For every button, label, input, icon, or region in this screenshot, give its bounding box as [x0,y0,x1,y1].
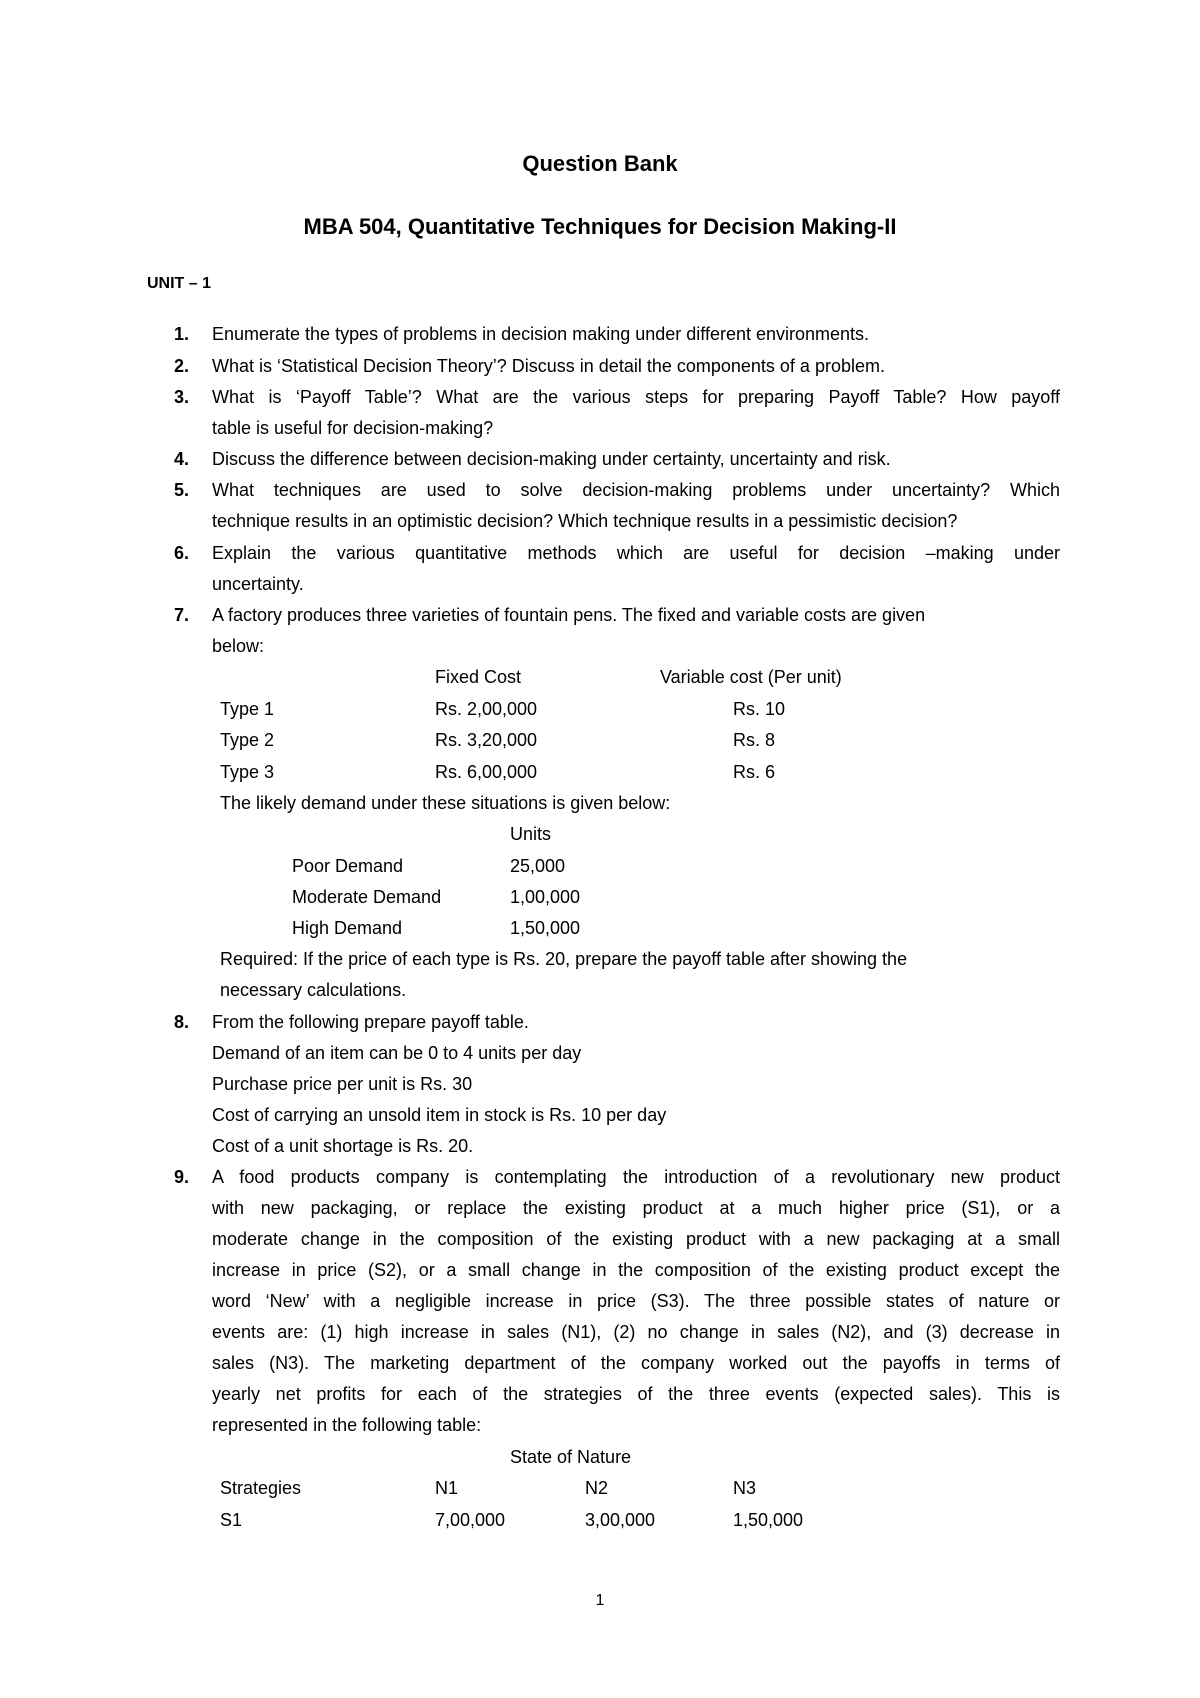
table-header: Variable cost (Per unit) [660,667,842,687]
question-number: 6. [174,543,190,563]
question-number: 3. [174,387,190,407]
question-text: Explain the various quantitative methods which are useful for decision –making under uncertainty. [212,543,1060,594]
table-cell: Rs. 6,00,000 [435,762,538,782]
table-cell: Rs. 3,20,000 [435,730,538,750]
table-cell: 1,50,000 [510,918,581,938]
table-cell: 1,00,000 [510,887,581,907]
table-cell: 7,00,000 [435,1510,506,1530]
page-number: 1 [595,1592,605,1609]
question-text: Discuss the difference between decision-making under certainty, uncertainty and risk. [212,449,891,469]
table-header: N1 [435,1478,459,1498]
detail-line: Cost of a unit shortage is Rs. 20. [212,1136,474,1156]
table-cell: Rs. 10 [733,699,786,719]
table-cell: High Demand [292,918,403,938]
table-cell: Moderate Demand [292,887,442,907]
question-text: below: [212,636,265,656]
detail-line: Demand of an item can be 0 to 4 units per day [212,1043,582,1063]
table-cell: Poor Demand [292,856,404,876]
table-header: Strategies [220,1478,302,1498]
detail-line: Cost of carrying an unsold item in stock is Rs. 10 per day [212,1105,667,1125]
table-header: N3 [733,1478,757,1498]
question-number: 8. [174,1012,190,1032]
question-text: What is ‘Statistical Decision Theory’? Discuss in detail the components of a problem. [212,356,885,376]
question-text: What techniques are used to solve decision-making problems under uncertainty? Which technique results in an optimistic decision? Which technique results in a pessimistic decision? [212,480,1060,531]
question-number: 5. [174,480,190,500]
question-number: 7. [174,605,190,625]
page-title: Question Bank [522,151,678,176]
table-header: Fixed Cost [435,667,522,687]
question-number: 9. [174,1167,190,1187]
table-cell: Rs. 2,00,000 [435,699,538,719]
question-number: 1. [174,324,190,344]
question-text: A factory produces three varieties of fountain pens. The fixed and variable costs are given [212,605,926,625]
table-header: Units [510,824,552,844]
question-text: From the following prepare payoff table. [212,1012,529,1032]
question-text: Enumerate the types of problems in decision making under different environments. [212,324,870,344]
table-cell: 1,50,000 [733,1510,804,1530]
question-text: A food products company is contemplating the introduction of a revolutionary new product with new packaging, or replace the existing product at a much higher price (S1), or a moderate change in the composition of the existing product with a new packaging at a small increase in price (S2), or a small change in the composition of the existing product except the word ‘New’ with a negligible increase in price (S3). The three possible states of nature or events are: (1) high increase in sales (N1), (2) no change in sales (N2), and (3) decrease in sales (N3). The marketing department of the company worked out the payoffs in terms of yearly net profits for each of the strategies of the three events (expected sales). This is represented in the following table: [212,1167,1060,1435]
table-cell: Rs. 8 [733,730,776,750]
required-text: Required: If the price of each type is Rs. 20, prepare the payoff table after showing the [220,949,908,969]
table-cell: Type 3 [220,762,275,782]
required-text: necessary calculations. [220,980,407,1000]
table-caption: State of Nature [510,1447,632,1467]
table-cell: Type 2 [220,730,275,750]
table-cell: Type 1 [220,699,275,719]
table-cell: 25,000 [510,856,566,876]
table-cell: Rs. 6 [733,762,776,782]
detail-line: Purchase price per unit is Rs. 30 [212,1074,473,1094]
question-text: What is ‘Payoff Table’? What are the various steps for preparing Payoff Table? How payoff table is useful for decision-making? [212,387,1060,438]
question-number: 4. [174,449,190,469]
unit-heading: UNIT – 1 [147,275,212,292]
table-cell: 3,00,000 [585,1510,656,1530]
demand-intro: The likely demand under these situations is given below: [220,793,671,813]
course-title: MBA 504, Quantitative Techniques for Decision Making-II [303,214,897,239]
table-header: N2 [585,1478,609,1498]
question-number: 2. [174,356,190,376]
table-cell: S1 [220,1510,243,1530]
